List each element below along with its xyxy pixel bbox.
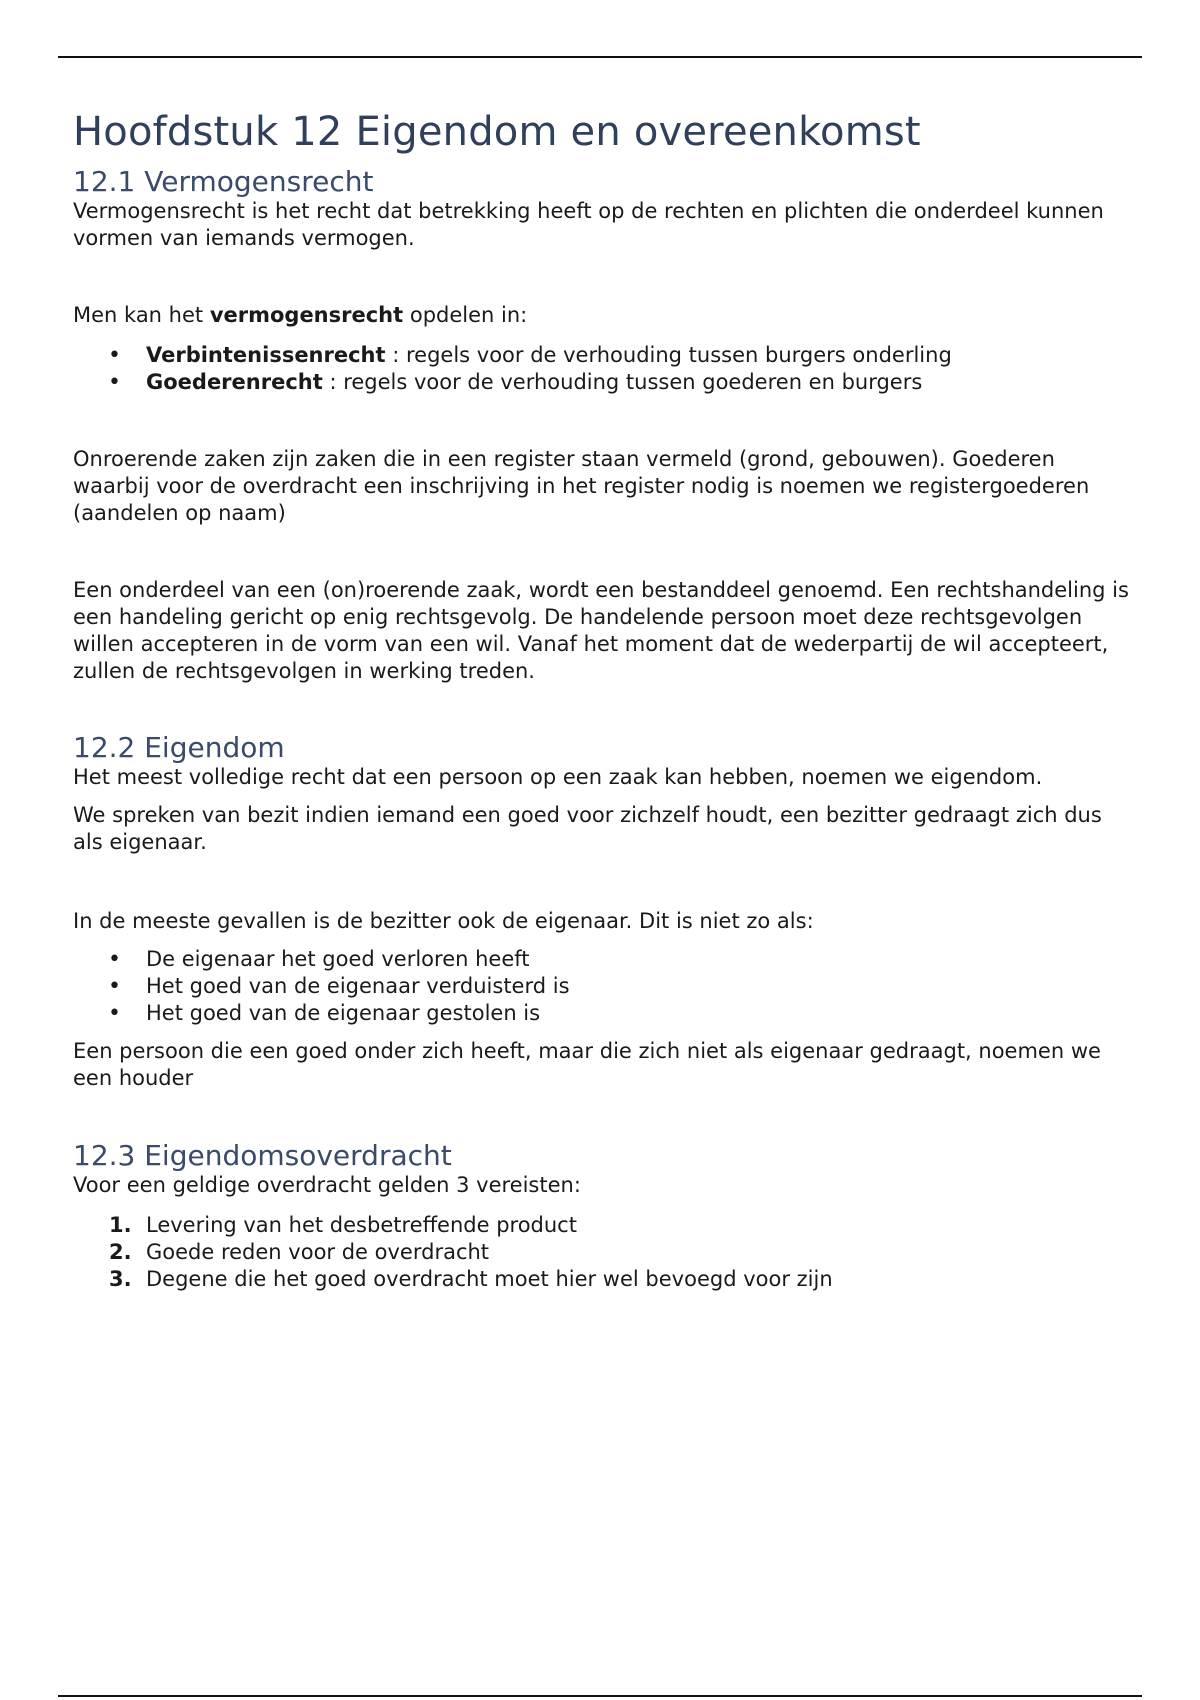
list-item: • Het goed van de eigenaar verduisterd is <box>73 973 1133 1000</box>
list-item: 1. Levering van het desbetreffende product <box>109 1213 577 1237</box>
list-item: • De eigenaar het goed verloren heeft <box>73 946 1133 973</box>
section-heading-12-1: 12.1 Vermogensrecht <box>73 165 374 198</box>
paragraph-opdelen: Men kan het vermogensrecht opdelen in: <box>73 303 528 327</box>
paragraph-vereisten: Voor een geldige overdracht gelden 3 vereisten: <box>73 1173 581 1197</box>
paragraph-vermogensrecht: Vermogensrecht is het recht dat betrekking heeft op de rechten en plichten die onderdeel kunnen vormen van iemands vermogen. <box>73 199 1104 250</box>
paragraph-onroerende-zaken: Onroerende zaken zijn zaken die in een register staan vermeld (grond, gebouwen). Goederen waarbij voor de overdracht een inschrijving in het register nodig is noemen we registergoederen (aandelen op naam) <box>73 447 1090 525</box>
paragraph-houder: Een persoon die een goed onder zich heeft, maar die zich niet als eigenaar gedraagt, noemen we een houder <box>73 1039 1101 1090</box>
section-heading-12-2: 12.2 Eigendom <box>73 731 285 764</box>
list-item: 2. Goede reden voor de overdracht <box>109 1240 490 1264</box>
list-item: 3. Degene die het goed overdracht moet hier wel bevoegd voor zijn <box>109 1267 833 1291</box>
paragraph-bestanddeel: Een onderdeel van een (on)roerende zaak, wordt een bestanddeel genoemd. Een rechtshandeling is een handeling gericht op enig rechtsgevolg. De handelende persoon moet deze rechtsgevolgen willen accepteren in de vorm van een wil. Vanaf het moment dat de wederpartij de wil accepteert, zullen de rechtsgevolgen in werking treden. <box>73 578 1129 683</box>
section-heading-12-3: 12.3 Eigendomsoverdracht <box>73 1139 452 1172</box>
document-body <box>73 104 1133 1293</box>
top-rule <box>58 56 1142 58</box>
paragraph-bezitter: In de meeste gevallen is de bezitter ook de eigenaar. Dit is niet zo als: <box>73 909 814 933</box>
bottom-rule <box>58 1695 1142 1697</box>
bullet-list-uitzonderingen <box>73 946 1133 1027</box>
list-item: • Het goed van de eigenaar gestolen is <box>73 1000 1133 1027</box>
paragraph-eigendom: Het meest volledige recht dat een persoon op een zaak kan hebben, noemen we eigendom. <box>73 765 1043 789</box>
numbered-list-vereisten <box>73 1212 1133 1293</box>
bullet-list-rechten <box>73 342 1133 396</box>
list-item: • Goederenrecht : regels voor de verhouding tussen goederen en burgers <box>73 369 1133 396</box>
paragraph-bezit: We spreken van bezit indien iemand een goed voor zichzelf houdt, een bezitter gedraagt zich dus als eigenaar. <box>73 803 1102 854</box>
list-item: • Verbintenissenrecht : regels voor de verhouding tussen burgers onderling <box>73 342 1133 369</box>
chapter-title: Hoofdstuk 12 Eigendom en overeenkomst <box>73 109 921 155</box>
